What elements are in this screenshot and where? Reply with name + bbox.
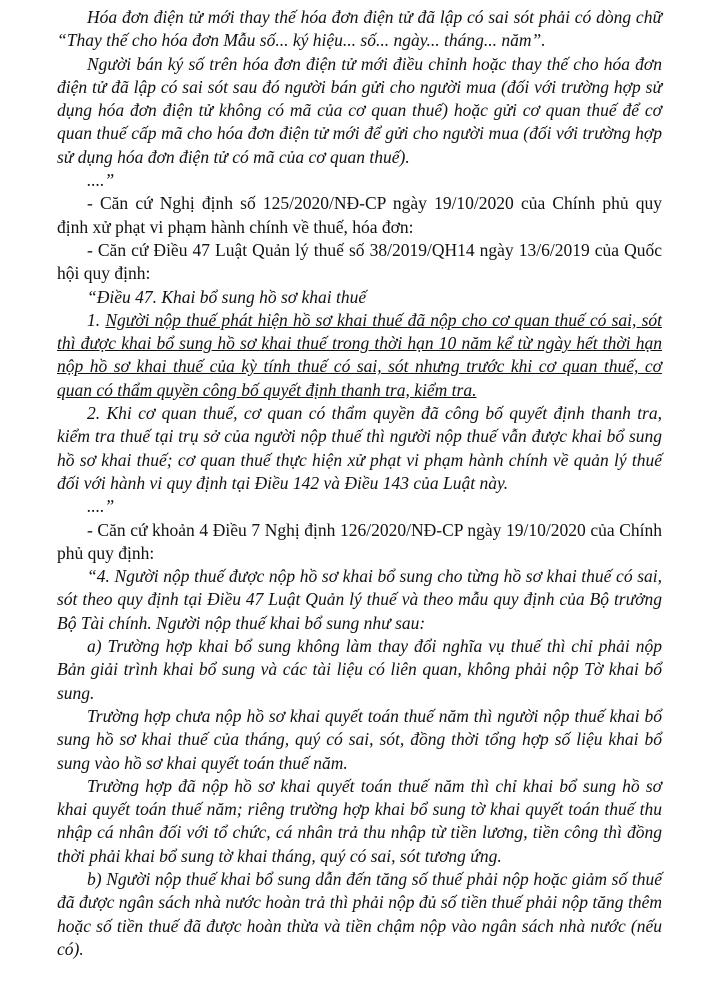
paragraph-article-47: - Căn cứ Điều 47 Luật Quản lý thuế số 38/2019/QH14 ngày 13/6/2019 của Quốc hội quy định: [57, 239, 662, 284]
ellipsis-quote-end: ....” [87, 170, 115, 191]
clause-4-case-not-submitted: Trường hợp chưa nộp hồ sơ khai quyết toán thuế năm thì người nộp thuế khai bổ sung hồ sơ khai thuế của tháng, quý có sai, sót, đồng thời tổng hợp số liệu khai bổ sung vào hồ sơ khai quyết toán thuế năm. [57, 705, 662, 773]
ellipsis-quote-end-2: ....” [87, 496, 115, 517]
paragraph-seller-signing: Người bán ký số trên hóa đơn điện tử mới điều chỉnh hoặc thay thế cho hóa đơn điện tử đã lập có sai sót sau đó người bán gửi cho người mua (đối với trường hợp sử dụng hóa đơn điện tử không có mã của cơ quan thuế) hoặc gửi cơ quan thuế để cơ quan thuế cấp mã cho hóa đơn điện tử mới để gửi cho người mua (đối với trường hợp sử dụng hóa đơn điện tử có mã của cơ quan thuế). [57, 53, 662, 167]
paragraph-decree-126: - Căn cứ khoản 4 Điều 7 Nghị định 126/2020/NĐ-CP ngày 19/10/2020 của Chính phủ quy định: [57, 519, 662, 563]
clause-1-underlined-text: Người nộp thuế phát hiện hồ sơ khai thuế đã nộp cho cơ quan thuế có sai, sót thì được khai bổ sung hồ sơ khai thuế trong thời hạn 10 năm kể từ ngày hết thời hạn nộp hồ sơ khai thuế của kỳ tính thuế có sai, sót nhưng trước khi cơ quan thuế, cơ quan có thẩm quyền công bố quyết định thanh tra, kiểm tra. [57, 309, 662, 400]
clause-4-point-a: a) Trường hợp khai bổ sung không làm thay đổi nghĩa vụ thuế thì chỉ phải nộp Bản giải trình khai bổ sung và các tài liệu có liên quan, không phải nộp Tờ khai bổ sung. [57, 636, 662, 703]
clause-4-case-submitted: Trường hợp đã nộp hồ sơ khai quyết toán thuế năm thì chỉ khai bổ sung hồ sơ khai quyết toán thuế năm; riêng trường hợp khai bổ sung tờ khai quyết toán thuế thu nhập cá nhân đối với tổ chức, cá nhân trả thu nhập từ tiền lương, tiền công thì đồng thời phải khai bổ sung tờ khai tháng, quý có sai, sót tương ứng. [57, 775, 662, 866]
clause-1-number: 1. [87, 309, 106, 330]
article-47-clause-2: 2. Khi cơ quan thuế, cơ quan có thẩm quyền đã công bố quyết định thanh tra, kiểm tra thuế tại trụ sở của người nộp thuế thì người nộp thuế vẫn được khai bổ sung hồ sơ khai thuế; cơ quan thuế thực hiện xử phạt vi phạm hành chính về quản lý thuế đối với hành vi quy định tại Điều 142 và Điều 143 của Luật này. [57, 403, 662, 493]
decree-126-clause-4: “4. Người nộp thuế được nộp hồ sơ khai bổ sung cho từng hồ sơ khai thuế có sai, sót theo quy định tại Điều 47 Luật Quản lý thuế và theo mẫu quy định của Bộ trưởng Bộ Tài chính. Người nộp thuế khai bổ sung như sau: [57, 566, 662, 633]
paragraph-decree-125: - Căn cứ Nghị định số 125/2020/NĐ-CP ngày 19/10/2020 của Chính phủ quy định xử phạt vi phạm hành chính về thuế, hóa đơn: [57, 193, 662, 237]
clause-4-point-b: b) Người nộp thuế khai bổ sung dẫn đến tăng số thuế phải nộp hoặc giảm số thuế đã được ngân sách nhà nước hoàn trả thì phải nộp đủ số tiền thuế phải nộp tăng thêm hoặc số tiền thuế đã được hoàn thừa và tiền chậm nộp vào ngân sách nhà nước (nếu có). [57, 868, 662, 959]
article-47-clause-1 [57, 309, 662, 402]
article-47-heading: “Điều 47. Khai bổ sung hồ sơ khai thuế [87, 286, 367, 307]
paragraph-replacement-invoice: Hóa đơn điện tử mới thay thế hóa đơn điện tử đã lập có sai sót phải có dòng chữ “Thay thế cho hóa đơn Mẫu số... ký hiệu... số... ngày... tháng... năm”. [57, 7, 662, 51]
